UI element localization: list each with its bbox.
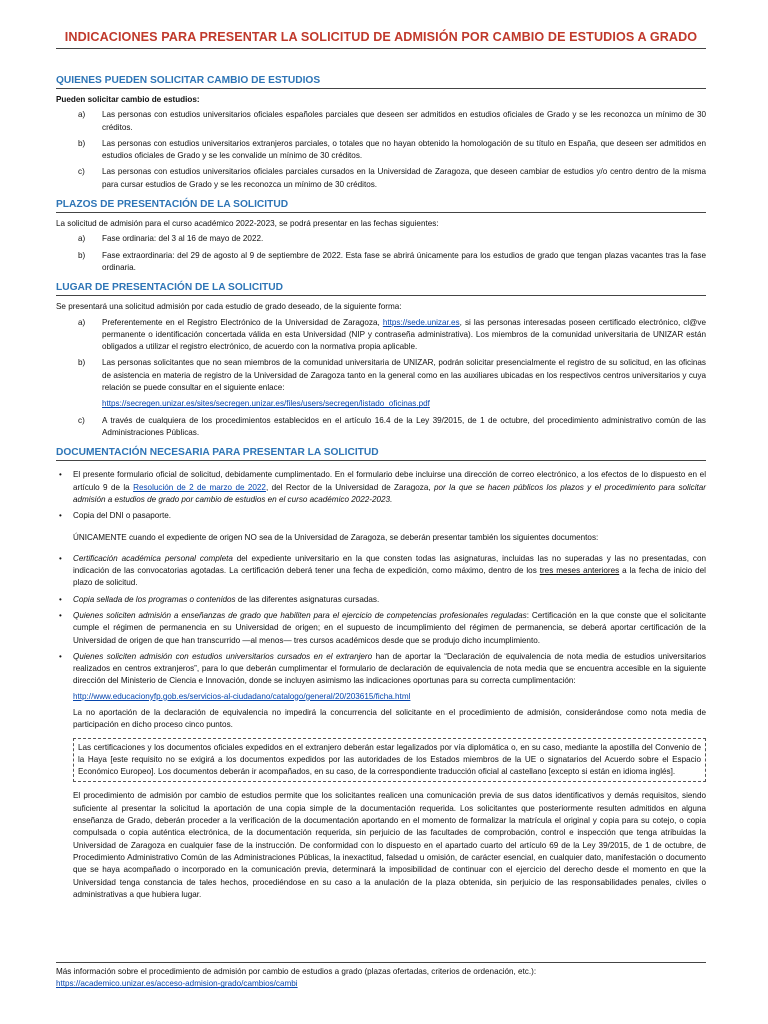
sede-link[interactable]: https://sede.unizar.es [382,317,460,327]
procedimiento-note: El procedimiento de admisión por cambio de estudios permite que los solicitantes realicen una comunicación previa de sus datos identificativos y demás requisitos, siendo suficiente al presentar la solicitud la aportación de una copia simple de la documentación requerida. Los solicitantes que posteriormente resulten admitidos en alguna enseñanza de Grado, deberán proceder a la verificación de la documentación aportando en el momento de formalizar la matrícula el original y copia para su cotejo, o copia compulsada o copia auténtica electrónica, de la documentación requerida, sin perjuicio de las facultades de comprobación, control e inspección que tenga atribuidas la Universidad de Zaragoza en cualquier fase de la instrucción. De conformidad con lo dispuesto en el apartado cuarto del artículo 69 de la Ley 39/2015, de 1 de octubre, de Procedimiento Administrativo Común de las Administraciones Públicas, la inexactitud, falsedad u omisión, de carácter esencial, en cualquier dato, manifestación o documento que se haya acompañado o incorporado en la comunicación previa, determinará la imposibilidad de continuar con el ejercicio del derecho desde el momento en que la Universidad tenga constancia de tales hechos, procediéndose en su caso a la anulación de la plaza obtenida, sin perjuicio de las responsabilidades penales, civiles o administrativas a que hubiera lugar. [73,791,706,899]
text-run: tres meses anteriores [539,566,620,576]
list-text: Las personas con estudios universitarios oficiales españoles parciales que deseen ser admitidos en estudios oficiales de Grado y se les reconozca un mínimo de 30 créditos. [102,110,706,132]
text-run: por la que se hacen públicos los plazos y el procedimiento para solicitar admisión a estudios de grado por cambio de estudios en el curso académico 2022-2023. [73,482,706,504]
list-item [56,250,706,275]
list-letter: a) [78,110,86,120]
bullet-icon: • [59,594,62,604]
bullet-item [56,594,706,606]
text-run: a la fecha de inicio del plazo de solicitud. [73,566,706,588]
bullet-text [73,651,706,688]
bullet-icon: • [59,610,62,620]
list-letter: a) [78,317,86,327]
equivalencia-note: La no aportación de la declaración de equivalencia no impedirá la concurrencia del solicitante en el procedimiento de admisión, considerándose como nota media de participación en dicho proceso cinco puntos. [73,707,706,730]
list-item [56,233,706,245]
url-line [56,398,706,410]
section-intro: La solicitud de admisión para el curso académico 2022-2023, se podrá presentar en las fechas siguientes: [56,219,439,229]
unicamente-note: ÚNICAMENTE cuando el expediente de origen NO sea de la Universidad de Zaragoza, se deberán presentar también los siguientes documentos: [73,533,599,543]
text-run: Preferentemente en el Registro Electrónico de la Universidad de Zaragoza, [102,317,383,327]
resolucion-link[interactable]: Resolución de 2 de marzo de 2022 [133,482,266,492]
text-run: de las diferentes asignaturas cursadas. [235,594,380,604]
bullet-icon: • [59,511,62,521]
list-letter: b) [78,250,86,260]
bullet-item [56,651,706,688]
list-text [102,317,706,354]
list-text: Las personas solicitantes que no sean miembros de la comunidad universitaria de UNIZAR, podrán solicitar presencialmente el registro de su solicitud, en las oficinas de asistencia en materia de registro de la Universidad de Zaragoza tanto en la general como en las auxiliares ubicadas en los respectivos centros universitarios y cuya relación se puede consultar en el siguiente enlace: [102,358,706,393]
list-letter: c) [78,415,85,425]
bullet-text [73,610,706,647]
section-title-quienes: QUIENES PUEDEN SOLICITAR CAMBIO DE ESTUDIOS [56,75,706,89]
list-letter: b) [78,138,86,148]
text-run: , del Rector de la Universidad de Zaragoza, [265,482,435,492]
text-run: El presente formulario oficial de solicitud, debidamente cumplimentado. En el formulario debe incluirse una dirección de correo electrónico, a los efectos de lo dispuesto en el artículo 9 de la [73,470,706,492]
text-run: del expediente universitario en la que consten todas las asignaturas, incluidas las no superadas y las no presentadas, con indicación de las convocatorias agotadas. La certificación deberá tener una fecha de expedición, como máximo, dentro de los [73,553,706,576]
bullet-text [73,553,706,590]
bullet-icon: • [59,651,62,661]
page-title: INDICACIONES PARA PRESENTAR LA SOLICITUD DE ADMISIÓN POR CAMBIO DE ESTUDIOS A GRADO [56,30,706,49]
list-item [56,357,706,394]
text-run: , si las personas interesadas poseen certificado electrónico, cl@ve permanente o identificación concertada válida en esta Universidad (NIP y contraseña administrativa). Los miembros de la comunidad universitaria de UNIZAR están obligados a utilizar el registro electrónico, de acuerdo con la normativa propia aplicable. [102,317,706,352]
list-letter: a) [78,234,86,244]
bullet-item [56,553,706,590]
list-item [56,109,706,134]
text-run: han de aportar la “Declaración de equivalencia de nota media de estudios universitarios realizados en centros extranjeros”, para lo que deberán cumplimentar el formulario de declaración de equivalencia de nota media que se encuentra accesible en la siguiente dirección del Ministerio de Ciencia e Innovación, donde se incluyen asimismo las indicaciones oportunas para su correcta cumplimentación: [73,651,706,686]
bullet-item [56,469,706,506]
bullet-icon: • [59,470,62,480]
list-text: Fase ordinaria: del 3 al 16 de mayo de 2022. [102,234,264,244]
bullet-text [73,469,706,506]
list-item [56,317,706,354]
text-run: Quienes soliciten admisión con estudios universitarios cursados en el extranjero [73,651,373,661]
bullet-text [73,594,706,606]
more-info-text: Más información sobre el procedimiento de admisión por cambio de estudios a grado (plazas ofertadas, criterios de ordenación, etc.): [56,967,537,976]
text-run: Quienes soliciten admisión a enseñanzas de grado que habiliten para el ejercicio de competencias profesionales reguladas [73,610,527,620]
list-text: Las personas con estudios universitarios extranjeros parciales, o totales que no hayan obtenido la homologación de su título en España, que deseen ser admitidos en estudios oficiales de Grado y se les convalide un mínimo de 30 créditos. [102,138,706,161]
section-title-plazos: PLAZOS DE PRESENTACIÓN DE LA SOLICITUD [56,199,706,213]
list-item [56,415,706,440]
bullet-item [56,510,706,522]
text-run: : Certificación en la que conste que el solicitante cumple el régimen de permanencia en su Universidad de origen; en el supuesto de incumplimiento del régimen de permanencia, se deberá aportar certificación de la Universidad de origen de que han transcurrido —al menos— tres cursos académicos desde que se produjo dicho incumplimiento. [73,610,707,645]
section-title-documentacion: DOCUMENTACIÓN NECESARIA PARA PRESENTAR LA SOLICITUD [56,447,706,461]
section-intro: Se presentará una solicitud admisión por cada estudio de grado deseado, de la siguiente forma: [56,302,402,312]
text-run: Certificación académica personal completa [73,553,233,563]
list-text: A través de cualquiera de los procedimientos establecidos en el artículo 16.4 de la Ley 39/2015, de 1 de octubre, del procedimiento administrativo común de las Administraciones Públicas. [102,415,706,437]
footer-more-info [56,962,706,991]
bullet-item [56,610,706,647]
text-run: Copia sellada de los programas o contenidos [73,594,236,604]
section-title-lugar: LUGAR DE PRESENTACIÓN DE LA SOLICITUD [56,282,706,296]
list-item [56,138,706,163]
oficinas-link[interactable]: https://secregen.unizar.es/sites/secregen.unizar.es/files/users/secregen/listado_oficinas.pdf [102,399,430,409]
bullet-text: Copia del DNI o pasaporte. [73,511,172,521]
academico-link[interactable]: https://academico.unizar.es/acceso-admision-grado/cambios/cambi [56,979,298,989]
document-page [56,30,706,901]
list-text: Las personas con estudios universitarios oficiales parciales cursados en la Universidad de Zaragoza, que deseen cambiar de estudios y/o centro dentro de la misma para cursar estudios de Grado y se les reconozca un mínimo de 30 créditos. [102,167,706,189]
list-item [56,166,706,191]
legalizacion-box: Las certificaciones y los documentos oficiales expedidos en el extranjero deberán estar legalizados por vía diplomática o, en su caso, mediante la apostilla del Convenio de la Haya [este requisito no se exigirá a los documentos expedidos por las autoridades de los Estados miembros de la UE o signatarios del Acuerdo sobre el Espacio Económico Europeo]. Los documentos deberán ir acompañados, en su caso, de la correspondiente traducción oficial al castellano [excepto si están en idioma inglés]. [73,738,706,783]
section-intro: Pueden solicitar cambio de estudios: [56,95,200,104]
url-line [56,691,706,703]
url-line [56,978,706,990]
bullet-icon: • [59,553,62,563]
list-letter: b) [78,358,86,368]
ministerio-link[interactable]: http://www.educacionyfp.gob.es/servicios-al-ciudadano/catalogo/general/20/203615/ficha.html [73,691,411,701]
list-letter: c) [78,167,85,177]
list-text: Fase extraordinaria: del 29 de agosto al 9 de septiembre de 2022. Esta fase se abrirá únicamente para los estudios de grado que tengan plazas vacantes tras la fase ordinaria. [102,250,706,272]
